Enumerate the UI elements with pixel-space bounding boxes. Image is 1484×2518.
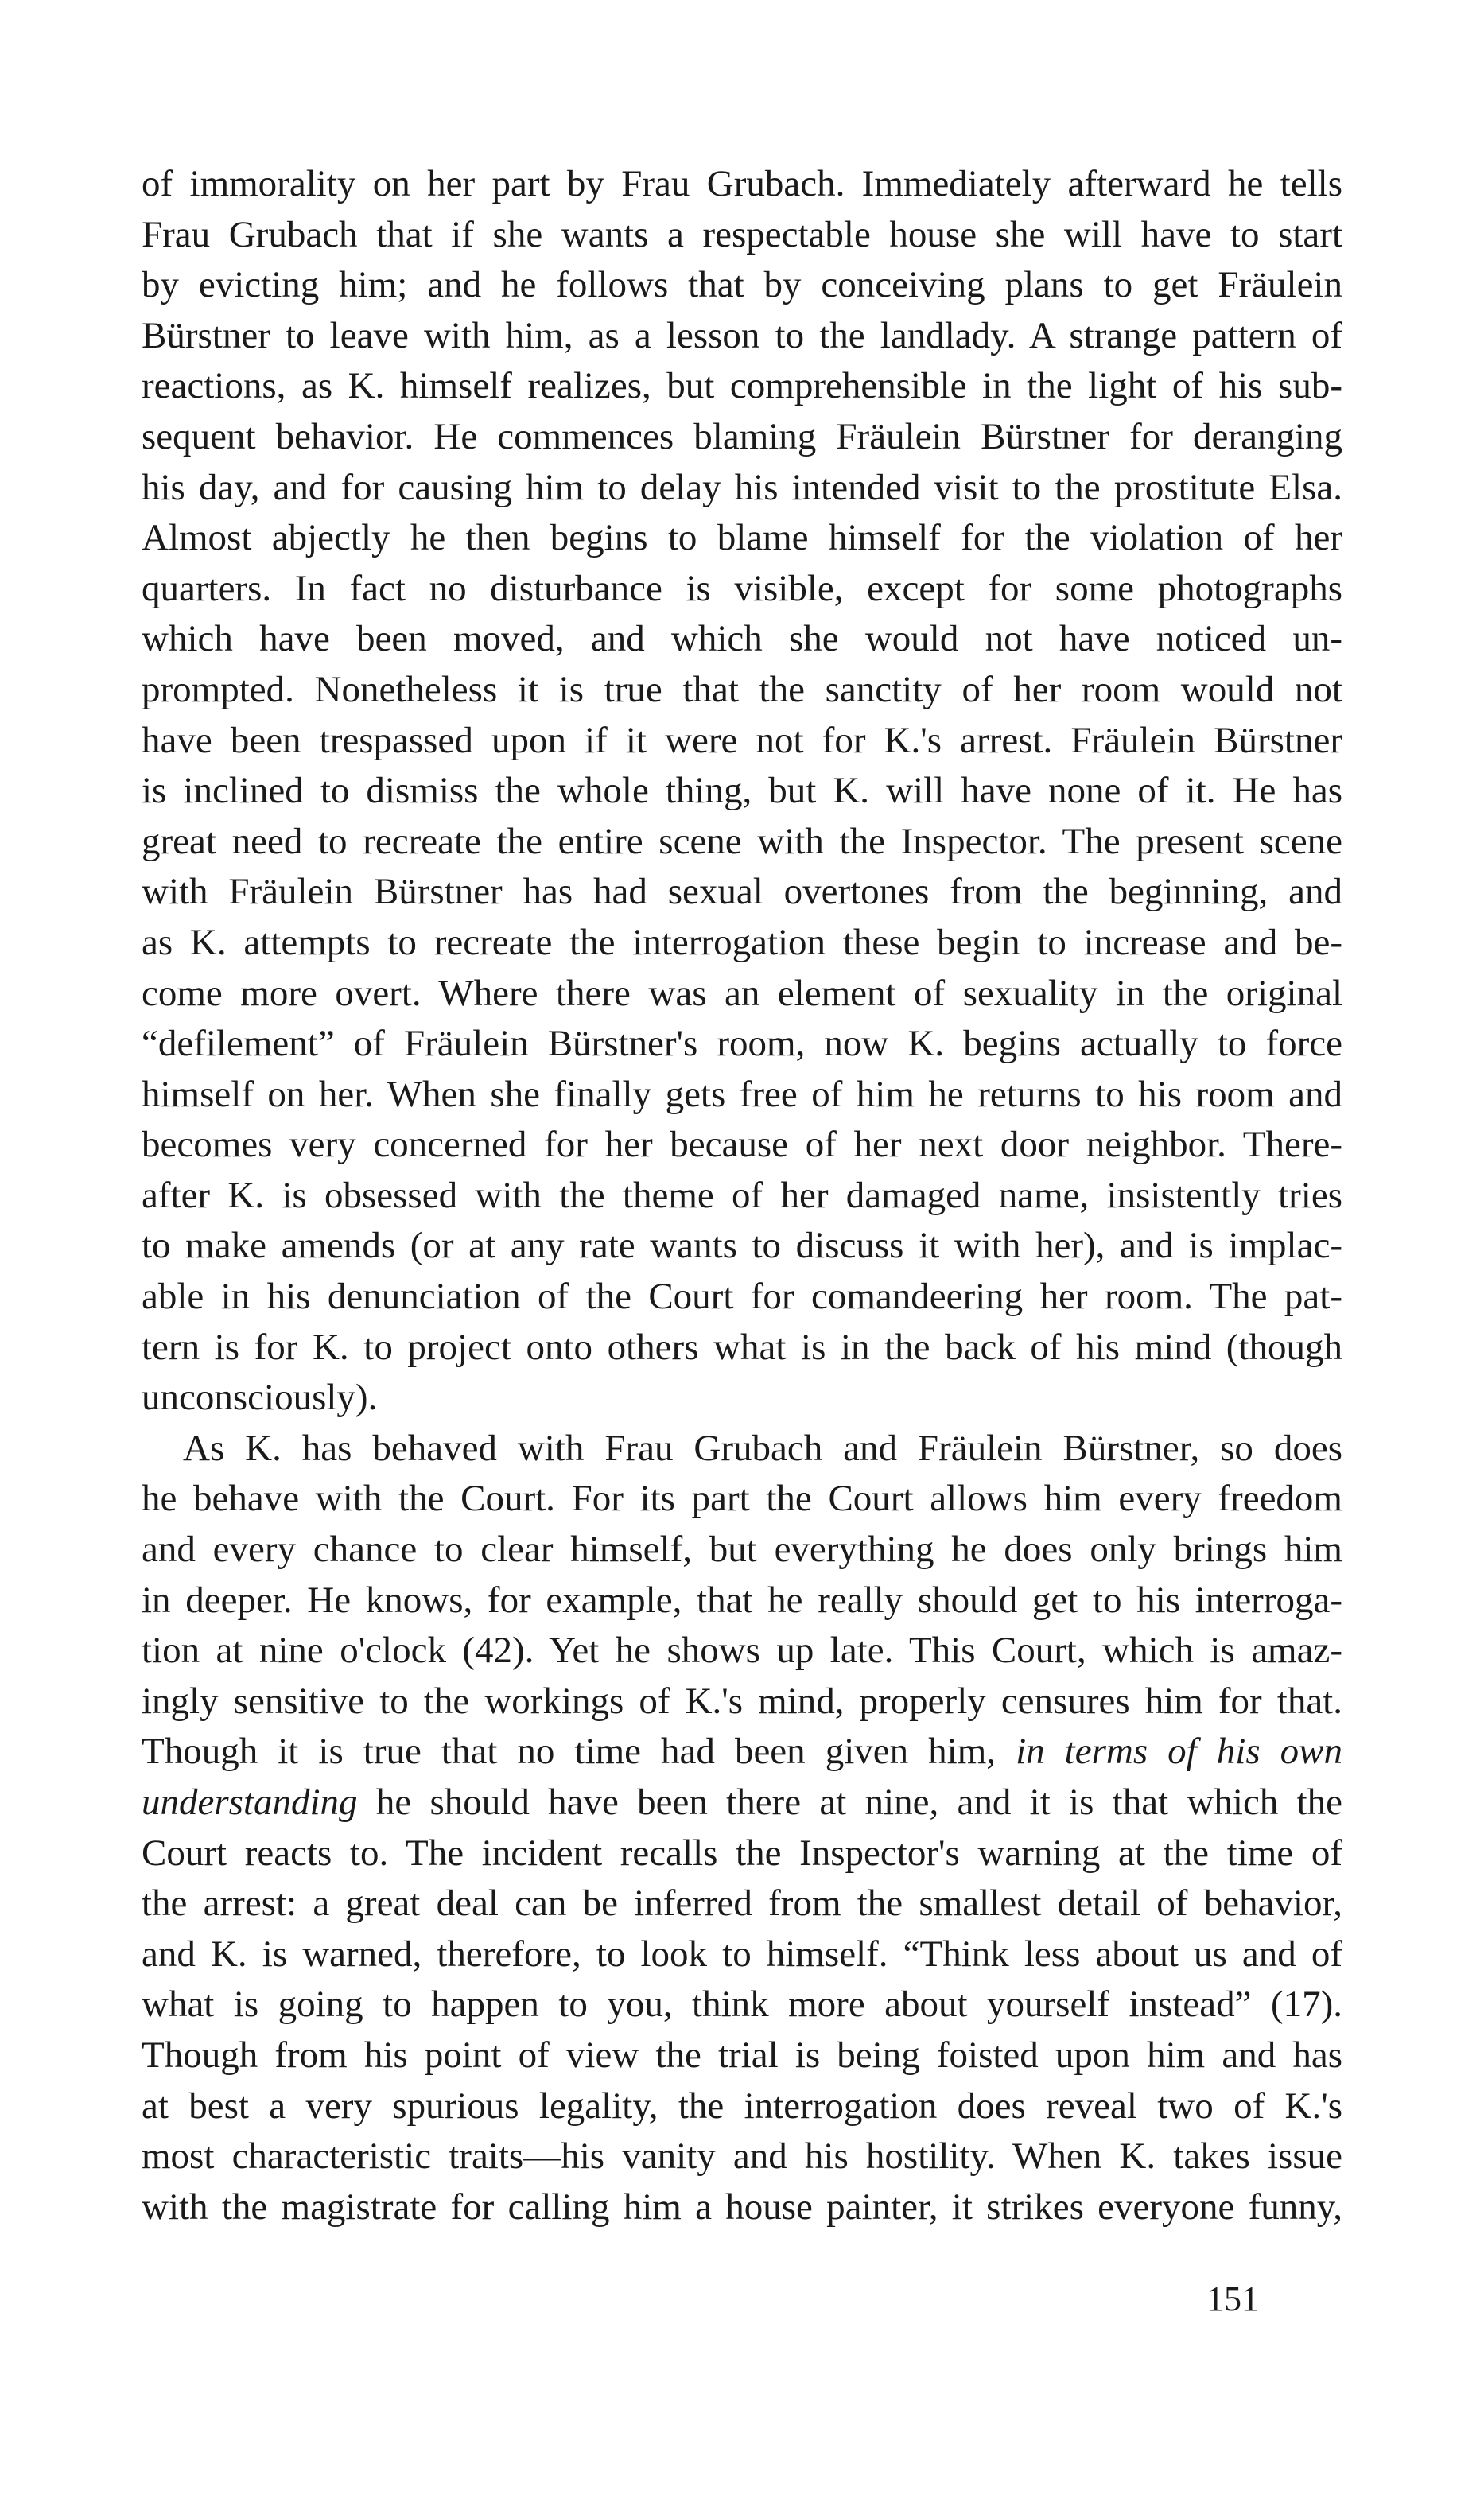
text-line: by evicting him; and he follows that by conceiving plans to get Fräulein: [142, 264, 1342, 306]
text-line: is inclined to dismiss the whole thing, but K. will have none of it. He has: [142, 770, 1342, 812]
text-line: “defilement” of Fräulein Bürstner's room, now K. begins actually to force: [142, 1023, 1342, 1065]
text-line: himself on her. When she finally gets free of him he returns to his room and: [142, 1073, 1342, 1115]
text-line: come more overt. Where there was an element of sexuality in the original: [142, 972, 1342, 1014]
text-segment: he should have been there at nine, and it is that which the: [375, 1782, 1343, 1823]
text-line: his day, and for causing him to delay his intended visit to the prostitute Elsa.: [142, 466, 1342, 508]
text-line: to make amends (or at any rate wants to discuss it with her), and is implac-: [142, 1225, 1342, 1267]
text-line: with the magistrate for calling him a house painter, it strikes everyone funny,: [142, 2186, 1342, 2228]
text-segment: Though it is true that no time had been given him,: [142, 1731, 996, 1773]
text-line: he behave with the Court. For its part the Court allows him every freedom: [142, 1478, 1342, 1520]
text-line: Almost abjectly he then begins to blame himself for the violation of her: [142, 517, 1342, 559]
text-line: great need to recreate the entire scene with the Inspector. The present scene: [142, 820, 1342, 862]
text-line: what is going to happen to you, think more about yourself instead” (17).: [142, 1984, 1342, 2026]
text-line: at best a very spurious legality, the interrogation does reveal two of K.'s: [142, 2085, 1342, 2127]
text-line: quarters. In fact no disturbance is visible, except for some photographs: [142, 567, 1342, 609]
text-line: [142, 1778, 1342, 1828]
text-line: Court reacts to. The incident recalls the Inspector's warning at the time of: [142, 1832, 1342, 1874]
text-line: prompted. Nonetheless it is true that the sanctity of her room would not: [142, 668, 1342, 710]
text-line: in deeper. He knows, for example, that he really should get to his interroga-: [142, 1579, 1342, 1621]
text-line: most characteristic traits—his vanity and his hostility. When K. takes issue: [142, 2135, 1342, 2178]
text-line: after K. is obsessed with the theme of her damaged name, insistently tries: [142, 1174, 1342, 1216]
text-line: Frau Grubach that if she wants a respectable house she will have to start: [142, 213, 1342, 255]
text-line: have been trespassed upon if it were not for K.'s arrest. Fräulein Bürstner: [142, 719, 1342, 761]
text-line: sequent behavior. He commences blaming Fräulein Bürstner for deranging: [142, 415, 1342, 457]
page-number: 151: [1206, 2279, 1259, 2318]
text-line: becomes very concerned for her because of her next door neighbor. There-: [142, 1124, 1342, 1166]
text-line: reactions, as K. himself realizes, but comprehensible in the light of his sub-: [142, 365, 1342, 407]
text-line: as K. attempts to recreate the interrogation these begin to increase and be-: [142, 921, 1342, 963]
text-line: tion at nine o'clock (42). Yet he shows up late. This Court, which is amaz-: [142, 1630, 1342, 1672]
text-line: able in his denunciation of the Court for comandeering her room. The pat-: [142, 1276, 1342, 1318]
text-line: Though from his point of view the trial is being foisted upon him and has: [142, 2034, 1342, 2076]
text-line: of immorality on her part by Frau Grubach. Immediately afterward he tells: [142, 163, 1342, 204]
italic-text: in terms of his own: [1016, 1731, 1342, 1773]
italic-text: understanding: [142, 1782, 358, 1823]
text-line: unconsciously).: [142, 1377, 378, 1419]
text-line: ingly sensitive to the workings of K.'s mind, properly censures him for that.: [142, 1680, 1342, 1722]
text-line: [142, 1727, 1342, 1778]
paragraph-start-line: As K. has behaved with Frau Grubach and Fräulein Bürstner, so does: [183, 1427, 1342, 1469]
text-line: and K. is warned, therefore, to look to himself. “Think less about us and of: [142, 1933, 1342, 1975]
text-line: and every chance to clear himself, but everything he does only brings him: [142, 1529, 1342, 1571]
text-line: the arrest: a great deal can be inferred from the smallest detail of behavior,: [142, 1883, 1342, 1925]
text-line: with Fräulein Bürstner has had sexual overtones from the beginning, and: [142, 871, 1342, 913]
text-line: tern is for K. to project onto others what is in the back of his mind (though: [142, 1326, 1342, 1368]
text-line: which have been moved, and which she would not have noticed un-: [142, 618, 1342, 660]
text-line: Bürstner to leave with him, as a lesson to the landlady. A strange pattern of: [142, 314, 1342, 356]
body-text: [142, 159, 1342, 2232]
